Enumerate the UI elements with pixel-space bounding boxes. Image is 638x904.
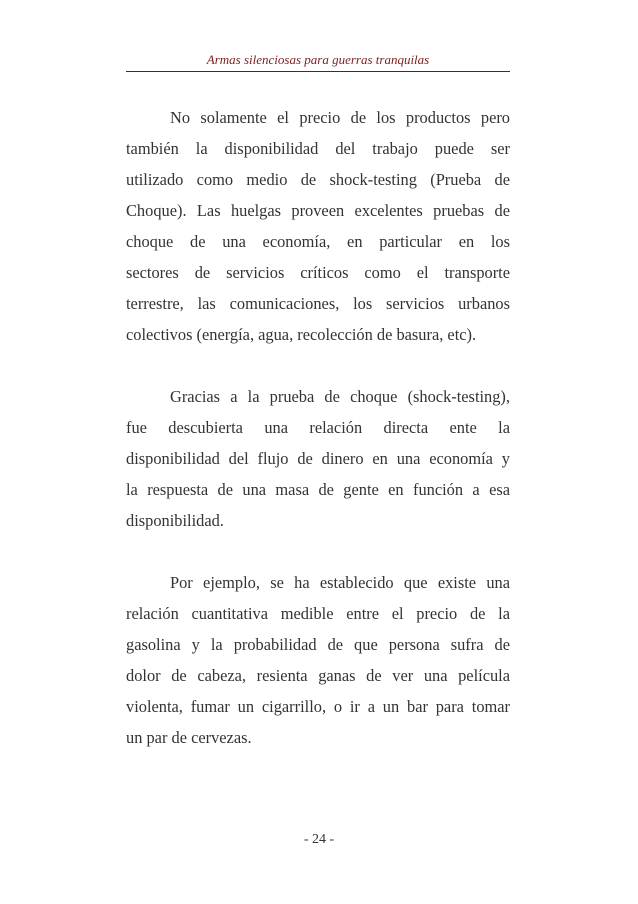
text-line: Gracias a la prueba de choque (shock-testing), <box>170 387 510 406</box>
text-line: un par de cervezas. <box>126 728 252 747</box>
text-line: No solamente el precio de los productos pero <box>170 108 510 127</box>
body-text <box>126 102 510 753</box>
text-line: disponibilidad del flujo de dinero en una economía y <box>126 449 510 468</box>
paragraph-3 <box>126 567 510 753</box>
text-line: sectores de servicios críticos como el transporte <box>126 263 510 282</box>
page-number: - 24 - <box>303 832 335 847</box>
text-line: disponibilidad. <box>126 511 224 530</box>
paragraph-2 <box>126 381 510 536</box>
text-line: fue descubierta una relación directa ente la <box>126 418 510 437</box>
text-line: colectivos (energía, agua, recolección de basura, etc). <box>126 325 477 344</box>
running-title: Armas silenciosas para guerras tranquilas <box>206 52 430 67</box>
paragraph-1 <box>126 102 510 350</box>
running-header <box>126 52 510 72</box>
text-line: gasolina y la probabilidad de que persona sufra de <box>126 635 510 654</box>
text-line: choque de una economía, en particular en los <box>126 232 510 251</box>
text-line: utilizado como medio de shock-testing (Prueba de <box>126 170 510 189</box>
text-line: Choque). Las huelgas proveen excelentes pruebas de <box>126 201 510 220</box>
text-line: Por ejemplo, se ha establecido que existe una <box>170 573 510 592</box>
text-line: también la disponibilidad del trabajo puede ser <box>126 139 510 158</box>
text-line: terrestre, las comunicaciones, los servicios urbanos <box>126 294 510 313</box>
text-line: violenta, fumar un cigarrillo, o ir a un bar para tomar <box>126 697 510 716</box>
text-line: relación cuantitativa medible entre el precio de la <box>126 604 510 623</box>
text-line: dolor de cabeza, resienta ganas de ver una película <box>126 666 510 685</box>
page-footer <box>0 832 638 848</box>
text-line: la respuesta de una masa de gente en función a esa <box>126 480 510 499</box>
